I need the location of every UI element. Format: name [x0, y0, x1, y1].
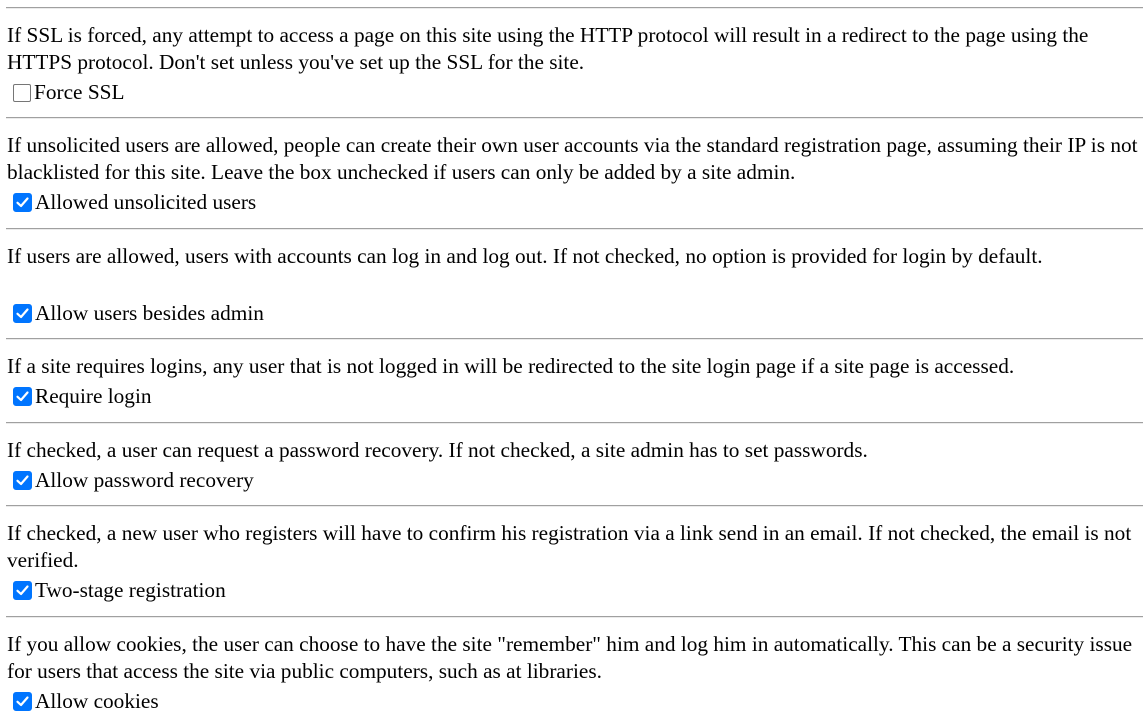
- allow-users-option[interactable]: [13, 300, 264, 327]
- unsolicited-users-checkbox[interactable]: [13, 193, 32, 212]
- allow-cookies-option[interactable]: [13, 688, 159, 715]
- unsolicited-users-description: If unsolicited users are allowed, people can create their own user accounts via the standard registration page, assuming their IP is not blacklisted for this site. Leave the box unchecked if users can only be added by a site admin.: [7, 133, 1138, 184]
- force-ssl-label: Force SSL: [34, 80, 125, 104]
- unsolicited-users-label: Allowed unsolicited users: [35, 190, 257, 214]
- checkmark-icon: [15, 583, 30, 598]
- checkmark-icon: [15, 195, 30, 210]
- section-divider: [6, 616, 1143, 618]
- allow-users-description: If users are allowed, users with accounts can log in and log out. If not checked, no option is provided for login by default.: [7, 244, 1043, 268]
- two-stage-registration-option[interactable]: [13, 577, 226, 604]
- section-divider: [6, 7, 1143, 9]
- unsolicited-users-option[interactable]: [13, 189, 256, 216]
- force-ssl-option[interactable]: [13, 79, 125, 106]
- allow-cookies-checkbox[interactable]: [13, 692, 32, 711]
- require-login-description: If a site requires logins, any user that is not logged in will be redirected to the site login page if a site page is accessed.: [7, 354, 1015, 378]
- section-divider: [6, 338, 1143, 340]
- password-recovery-checkbox[interactable]: [13, 471, 32, 490]
- require-login-checkbox[interactable]: [13, 387, 32, 406]
- two-stage-registration-description: If checked, a new user who registers will have to confirm his registration via a link send in an email. If not checked, the email is not verified.: [7, 521, 1132, 572]
- checkmark-icon: [15, 694, 30, 709]
- two-stage-registration-label: Two-stage registration: [35, 578, 226, 602]
- force-ssl-checkbox[interactable]: [13, 84, 31, 102]
- force-ssl-description: If SSL is forced, any attempt to access a page on this site using the HTTP protocol will result in a redirect to the page using the HTTPS protocol. Don't set unless you've set up the SSL for the site.: [7, 23, 1089, 74]
- section-divider: [6, 422, 1143, 424]
- checkmark-icon: [15, 389, 30, 404]
- two-stage-registration-checkbox[interactable]: [13, 581, 32, 600]
- allow-cookies-label: Allow cookies: [35, 689, 159, 713]
- section-divider: [6, 117, 1143, 119]
- require-login-label: Require login: [35, 384, 152, 408]
- checkmark-icon: [15, 306, 30, 321]
- allow-users-label: Allow users besides admin: [35, 301, 264, 325]
- password-recovery-label: Allow password recovery: [35, 468, 254, 492]
- password-recovery-option[interactable]: [13, 467, 254, 494]
- section-divider: [6, 505, 1143, 507]
- allow-cookies-description: If you allow cookies, the user can choose to have the site "remember" him and log him in automatically. This can be a security issue for users that access the site via public computers, such as at libraries.: [7, 632, 1133, 683]
- password-recovery-description: If checked, a user can request a password recovery. If not checked, a site admin has to set passwords.: [7, 438, 868, 462]
- allow-users-checkbox[interactable]: [13, 304, 32, 323]
- checkmark-icon: [15, 473, 30, 488]
- require-login-option[interactable]: [13, 383, 152, 410]
- section-divider: [6, 228, 1143, 230]
